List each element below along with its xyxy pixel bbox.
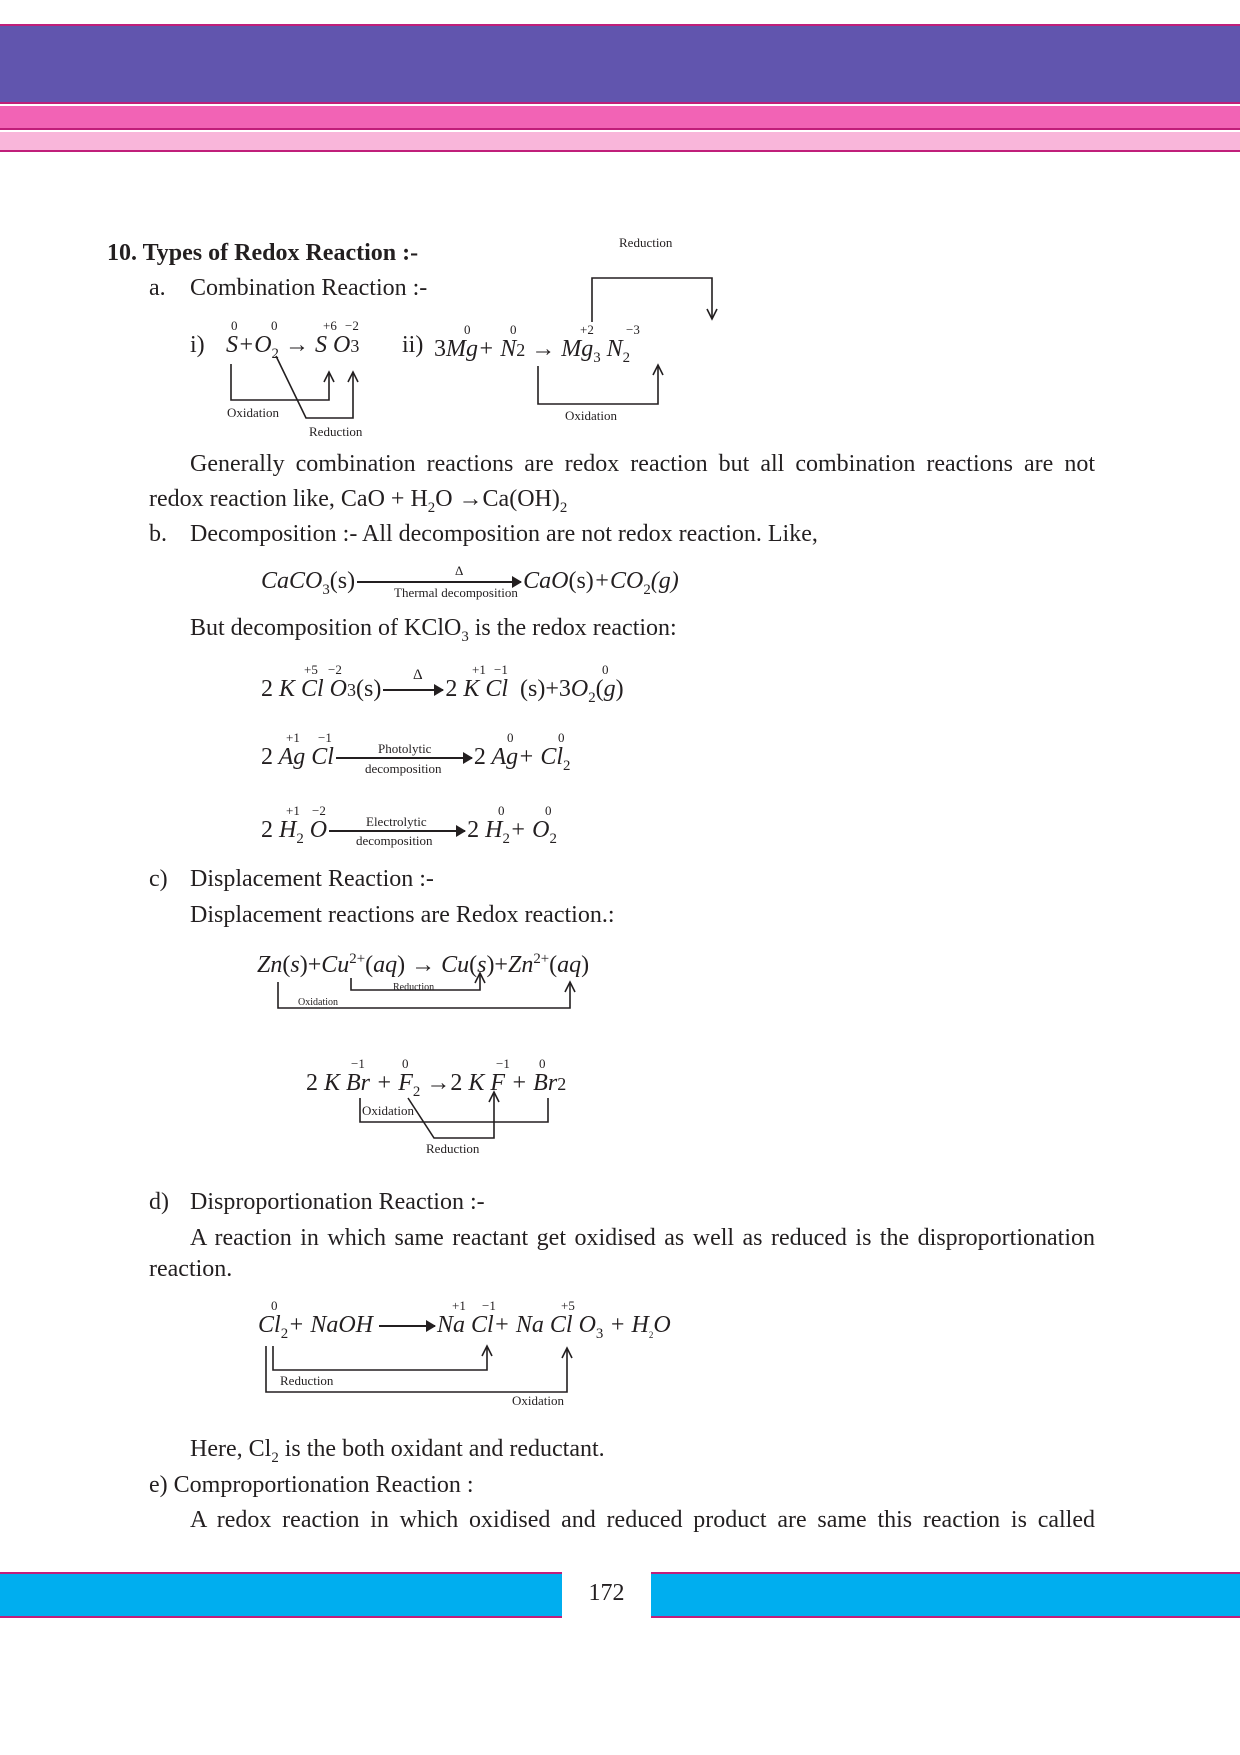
sec-e-title: e) Comproportionation Reaction : (149, 1472, 474, 1498)
sec-d-title: Disproportionation Reaction :- (190, 1189, 485, 1215)
reduction-label: Reduction (309, 424, 363, 439)
text: redox reaction like, CaO + H (149, 486, 428, 512)
on-o: −2 (312, 803, 326, 818)
equation-combination-2: $3Mg+ N2 \to Mg_3$ $N_2$ (434, 336, 631, 366)
on-h2: 0 (498, 803, 505, 818)
on-o2: 0 (271, 318, 278, 333)
footer-bar-right (651, 1572, 1240, 1618)
on-f2: 0 (402, 1056, 409, 1071)
on-na: +1 (452, 1298, 466, 1313)
text: is the redox reaction: (468, 615, 677, 641)
equation-kclo3: 2 K Cl O3(s) 2 K Cl $(s)+3O_2(g)$ (261, 676, 624, 706)
on-cl: −1 (482, 1298, 496, 1313)
equation-displacement-zn: $Zn(s)+Cu^{2+}(aq) \to Cu(s)+Zn^{2+}(aq)$ (257, 951, 590, 978)
subscript: 3 (461, 628, 469, 645)
eq-i-label: i) (190, 332, 205, 358)
paragraph-combination-2 (149, 484, 567, 514)
on-o: −2 (328, 662, 342, 677)
oxidation-label: Oxidation (298, 997, 338, 1008)
header-band-purple (0, 24, 1240, 104)
subscript: 2 (271, 1449, 279, 1466)
subscript: 2 (427, 499, 436, 516)
paragraph-here (190, 1434, 605, 1464)
reduction-label: Reduction (280, 1373, 334, 1388)
reduction-line (592, 278, 712, 322)
sec-c-title: Displacement Reaction :- (190, 866, 434, 892)
oxidation-label: Oxidation (565, 408, 617, 423)
equation-combination-1: $S+O_2 \to S$ O3 (226, 332, 360, 362)
sec-d-label: d) (149, 1189, 169, 1215)
on-ag: +1 (286, 730, 300, 745)
on-mg-prod: +2 (580, 322, 594, 337)
delta-symbol: Δ (413, 667, 423, 683)
paragraph-kclo3 (190, 613, 677, 643)
sec-c-line: Displacement reactions are Redox reaction.: (190, 902, 615, 928)
header-band-pink (0, 106, 1240, 130)
arrow-head (324, 372, 334, 382)
arrow-head (707, 309, 717, 319)
on-k: +1 (472, 662, 486, 677)
on-h: +1 (286, 803, 300, 818)
on-cl: −1 (318, 730, 332, 745)
arrow-label: Thermal decomposition (394, 585, 518, 600)
reduction-label: Reduction (393, 982, 435, 993)
equation-photolytic: 2 Ag Cl 2 $Ag+ Cl_2$ (261, 744, 571, 774)
arrow-label-bottom: decomposition (356, 833, 433, 848)
text: O →Ca(OH) (435, 486, 560, 512)
sec-a-title: Combination Reaction :- (190, 275, 428, 301)
arrow-head (482, 1346, 492, 1356)
on-n-prod: −3 (626, 322, 640, 337)
sec-a-label: a. (149, 275, 166, 301)
arrow-label-bottom: decomposition (365, 761, 442, 776)
footer-bar-left (0, 1572, 562, 1618)
oxidation-label: Oxidation (512, 1393, 564, 1408)
header-band-light (0, 132, 1240, 152)
text: But decomposition of KClO (190, 615, 462, 641)
on-f: −1 (496, 1056, 510, 1071)
sec-c-label: c) (149, 866, 168, 892)
paragraph-comproportionation: A redox reaction in which oxidised and reduced product are same this reaction is called (190, 1507, 1095, 1533)
arrow-head (653, 365, 663, 375)
delta-symbol: Δ (455, 563, 464, 578)
arrow-head (562, 1348, 572, 1358)
eq-ii-label: ii) (402, 332, 424, 358)
paragraph-disproportionation-2: reaction. (149, 1256, 233, 1282)
on-mg: 0 (464, 322, 471, 337)
on-cl2: 0 (271, 1298, 278, 1313)
text: is the both oxidant and reductant. (278, 1436, 605, 1462)
equation-electrolytic: 2 $H_2$ O 2 $H_2+ O_2$ (261, 817, 557, 847)
on-s-prod: +6 (323, 318, 337, 333)
equation-thermal-decomposition: CaCO$_3$(s) $CaO(s)+CO_2(g)$ (261, 568, 679, 598)
on-cl: +5 (304, 662, 318, 677)
reduction-line (273, 1346, 487, 1370)
on-o-prod: −2 (345, 318, 359, 333)
paragraph-combination-1: Generally combination reactions are redox reaction but all combination reactions are not (190, 451, 1095, 477)
oxidation-line (538, 366, 658, 404)
oxidation-line (231, 364, 329, 400)
on-cl2: 0 (558, 730, 565, 745)
page-number: 172 (588, 1580, 625, 1606)
on-s: 0 (231, 318, 238, 333)
on-o2: 0 (545, 803, 552, 818)
subscript: 2 (559, 499, 568, 516)
reduction-line (276, 356, 353, 418)
on-n2: 0 (510, 322, 517, 337)
on-o2: 0 (602, 662, 609, 677)
section-heading (107, 238, 418, 268)
on-cl-prod: +5 (561, 1298, 575, 1313)
equation-disproportionation: $Cl_2+$ NaOH Na Cl+ Na Cl $O_3 + H_2O$ (258, 1312, 671, 1342)
reduction-label: Reduction (619, 235, 673, 250)
heading-number: 10. (107, 240, 137, 266)
reduction-label: Reduction (426, 1141, 480, 1156)
arrow-label-top: Electrolytic (366, 814, 427, 829)
on-ag-prod: 0 (507, 730, 514, 745)
heading-title: Types of Redox Reaction :- (142, 240, 419, 266)
text: Here, Cl (190, 1436, 272, 1462)
reduction-line (408, 1094, 494, 1138)
sec-b-label: b. (149, 521, 167, 547)
oxidation-label: Oxidation (227, 405, 279, 420)
on-cl-prod: −1 (494, 662, 508, 677)
oxidation-label: Oxidation (362, 1103, 414, 1118)
paragraph-disproportionation-1: A reaction in which same reactant get oxidised as well as reduced is the disproportionation (190, 1225, 1095, 1251)
arrow-head (565, 982, 575, 992)
arrow-head (348, 372, 358, 382)
sec-b-title: Decomposition :- All decomposition are not redox reaction. Like, (190, 521, 818, 547)
on-br2: 0 (539, 1056, 546, 1071)
arrow-label-top: Photolytic (378, 741, 432, 756)
equation-displacement-kbr: 2 K $Br + F_2 \to 2$ K F + Br2 (306, 1070, 567, 1100)
on-br: −1 (351, 1056, 365, 1071)
